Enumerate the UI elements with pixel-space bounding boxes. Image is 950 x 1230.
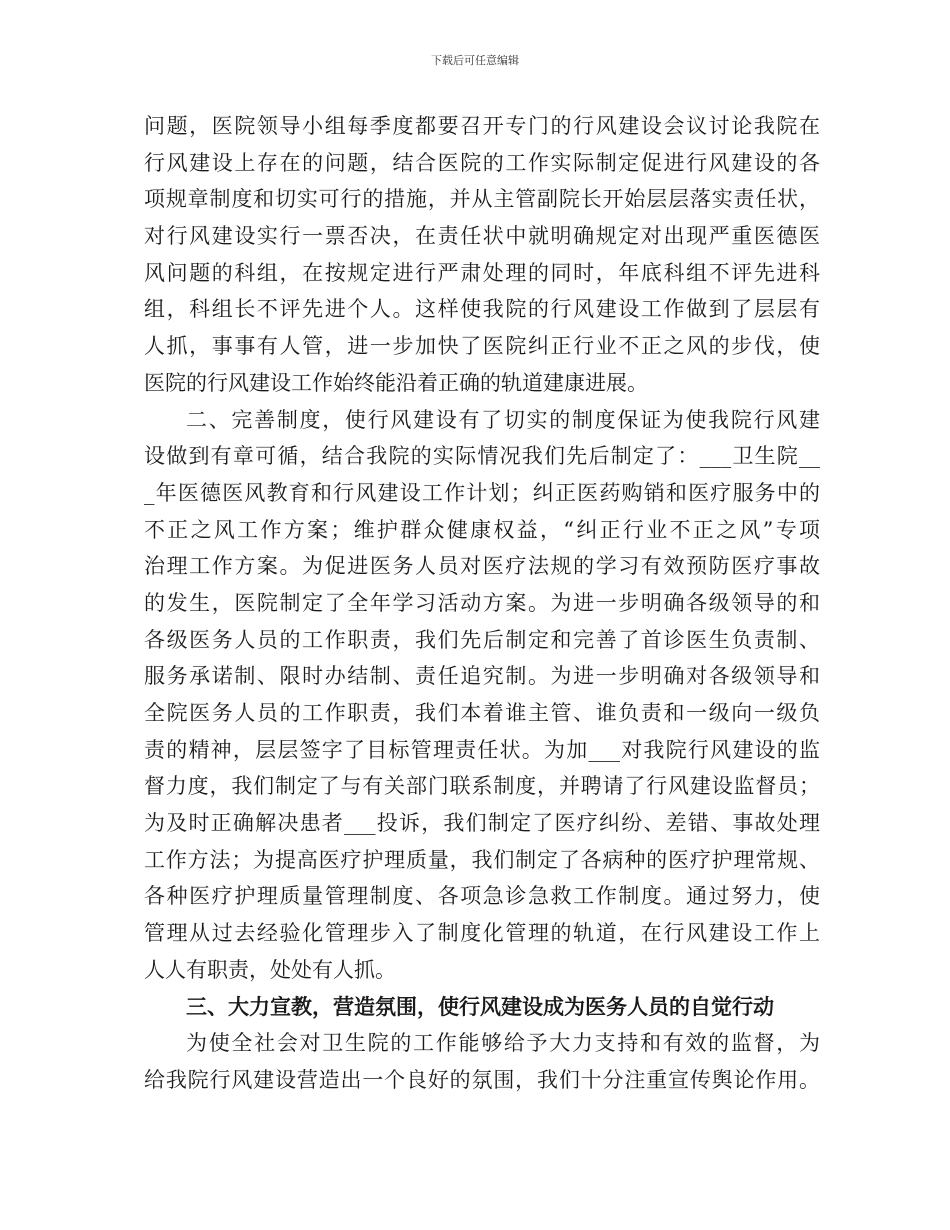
body-line: 问题，医院领导小组每季度都要召开专门的行风建设会议讨论我院在 <box>144 114 820 138</box>
body-line: 风问题的科组，在按规定进行严肃处理的同时，年底科组不评先进科 <box>144 260 820 285</box>
body-line: 组，科组长不评先进个人。这样使我院的行风建设工作做到了层层有 <box>144 297 820 322</box>
section-two-first-line: 二、完善制度，使行风建设有了切实的制度保证为使我院行风建 <box>186 407 820 432</box>
body-line: 设做到有章可循，结合我院的实际情况我们先后制定了：___卫生院__ <box>144 444 820 469</box>
body-line: 督力度，我们制定了与有关部门联系制度，并聘请了行风建设监督员； <box>144 774 820 799</box>
body-line: 各级医务人员的工作职责，我们先后制定和完善了首诊医生负责制、 <box>144 627 820 652</box>
body-line: 行风建设上存在的问题，结合医院的工作实际制定促进行风建设的各 <box>144 150 820 175</box>
body-line: 治理工作方案。为促进医务人员对医疗法规的学习有效预防医疗事故 <box>144 554 820 579</box>
body-line: _年医德医风教育和行风建设工作计划；纠正医药购销和医疗服务中的 <box>144 480 820 505</box>
body-line: 人抓，事事有人管，进一步加快了医院纠正行业不正之风的步伐，使 <box>144 334 820 359</box>
body-line: 为及时正确解决患者___投诉，我们制定了医疗纠纷、差错、事故处理 <box>144 811 820 836</box>
body-line: 对行风建设实行一票否决，在责任状中就明确规定对出现严重医德医 <box>144 224 820 249</box>
body-line: 的发生，医院制定了全年学习活动方案。为进一步明确各级领导的和 <box>144 590 820 615</box>
body-line: 全院医务人员的工作职责，我们本着谁主管、谁负责和一级向一级负 <box>144 701 820 725</box>
page-header: 下载后可任意编辑 <box>431 54 519 67</box>
document-body <box>144 108 820 1099</box>
body-line: 工作方法；为提高医疗护理质量，我们制定了各病种的医疗护理常规、 <box>144 847 820 872</box>
body-line: 服务承诺制、限时办结制、责任追究制。为进一步明确对各级领导和 <box>144 664 820 689</box>
body-line: 责的精神，层层签字了目标管理责任状。为加___对我院行风建设的监 <box>144 737 820 762</box>
body-line: 各种医疗护理质量管理制度、各项急诊急救工作制度。通过努力，使 <box>144 884 820 909</box>
body-line: 不正之风工作方案；维护群众健康权益，“纠正行业不正之风”专项 <box>144 517 820 542</box>
body-line: 管理从过去经验化管理步入了制度化管理的轨道，在行风建设工作上 <box>144 921 820 946</box>
body-line: 给我院行风建设营造出一个良好的氛围，我们十分注重宣传舆论作用。 <box>144 1067 820 1092</box>
body-line: 项规章制度和切实可行的措施，并从主管副院长开始层层落实责任状， <box>144 187 820 212</box>
section-three-first-line: 为使全社会对卫生院的工作能够给予大力支持和有效的监督，为 <box>186 1031 820 1056</box>
body-line: 人人有职责，处处有人抓。 <box>144 957 396 982</box>
section-three-heading: 三、大力宣教，营造氛围，使行风建设成为医务人员的自觉行动 <box>186 993 774 1019</box>
body-line: 医院的行风建设工作始终能沿着正确的轨道建康进展。 <box>144 370 648 395</box>
